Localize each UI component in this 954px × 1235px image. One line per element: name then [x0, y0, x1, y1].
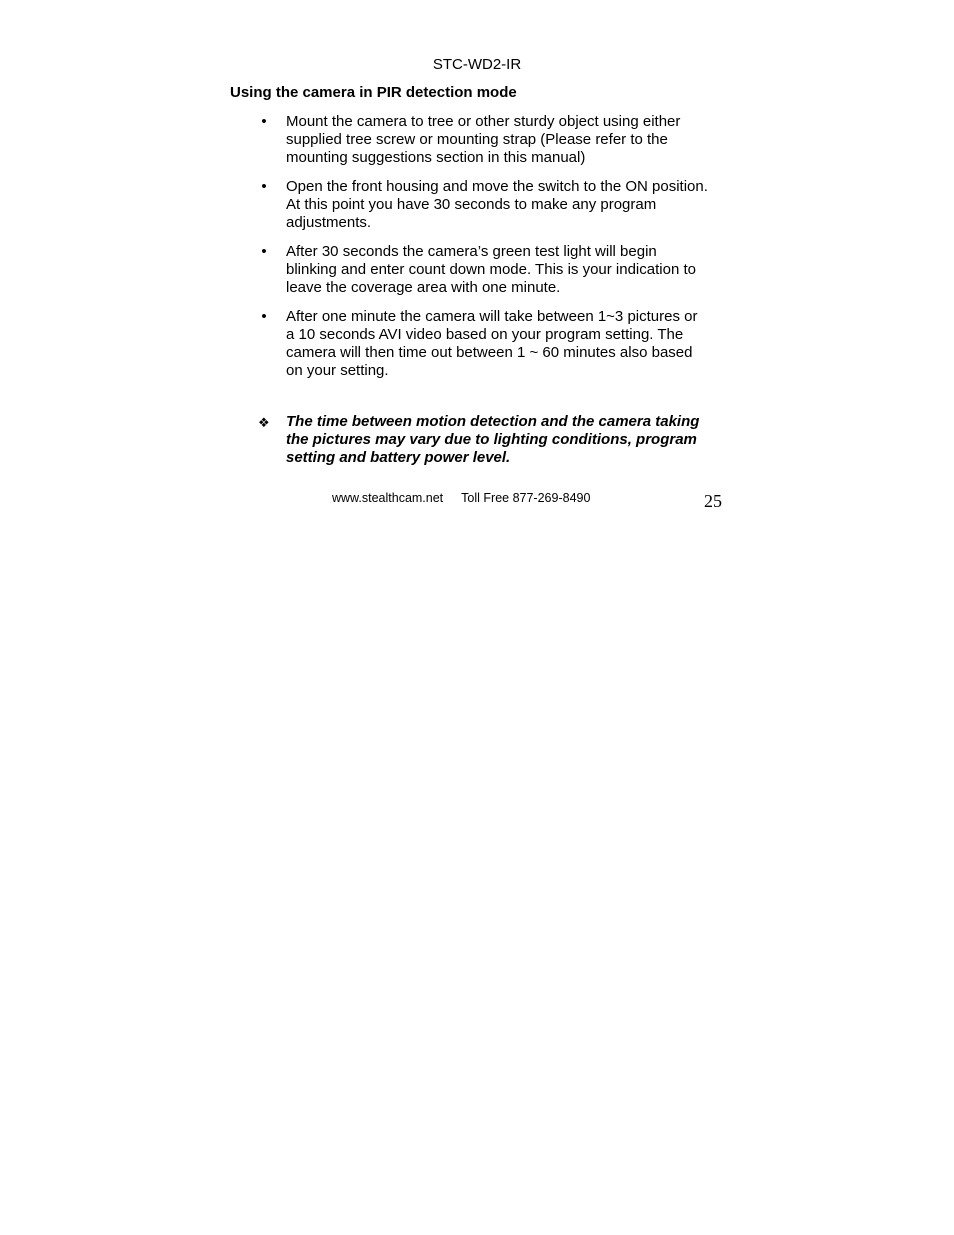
list-item-line: Open the front housing and move the switch to the ON position.: [286, 178, 708, 195]
bullet-icon: •: [261, 113, 267, 130]
list-item-line: camera will then time out between 1 ~ 60 minutes also based: [286, 344, 693, 361]
list-item: [250, 113, 740, 167]
bullet-icon: •: [261, 308, 267, 325]
bullet-icon: •: [261, 178, 267, 195]
note-line: The time between motion detection and the camera taking: [286, 413, 700, 430]
note-line: the pictures may vary due to lighting conditions, program: [286, 431, 697, 448]
list-item-line: After one minute the camera will take between 1~3 pictures or: [286, 308, 698, 325]
diamond-bullet-icon: ❖: [258, 415, 270, 430]
list-item: [250, 243, 740, 297]
section-heading: Using the camera in PIR detection mode: [230, 84, 517, 101]
list-item: [250, 308, 740, 380]
list-item-line: After 30 seconds the camera’s green test light will begin: [286, 243, 657, 260]
instruction-list: [250, 113, 740, 391]
list-item-line: a 10 seconds AVI video based on your program setting. The: [286, 326, 684, 343]
footer-phone: Toll Free 877-269-8490: [461, 491, 591, 505]
list-item-line: leave the coverage area with one minute.: [286, 279, 561, 296]
list-item-line: adjustments.: [286, 214, 372, 231]
list-item: [250, 178, 740, 232]
page-number: 25: [704, 491, 722, 511]
note-callout: [250, 413, 740, 467]
footer-website: www.stealthcam.net: [332, 491, 444, 505]
page-header-title: STC-WD2-IR: [432, 56, 522, 73]
list-item-line: mounting suggestions section in this manual): [286, 149, 586, 166]
list-item-line: on your setting.: [286, 362, 389, 379]
list-item-line: Mount the camera to tree or other sturdy object using either: [286, 113, 681, 130]
page-footer: [332, 490, 590, 506]
bullet-icon: •: [261, 243, 267, 260]
list-item-line: blinking and enter count down mode. This is your indication to: [286, 261, 696, 278]
list-item-line: At this point you have 30 seconds to make any program: [286, 196, 657, 213]
list-item-line: supplied tree screw or mounting strap (Please refer to the: [286, 131, 668, 148]
note-line: setting and battery power level.: [286, 449, 511, 466]
